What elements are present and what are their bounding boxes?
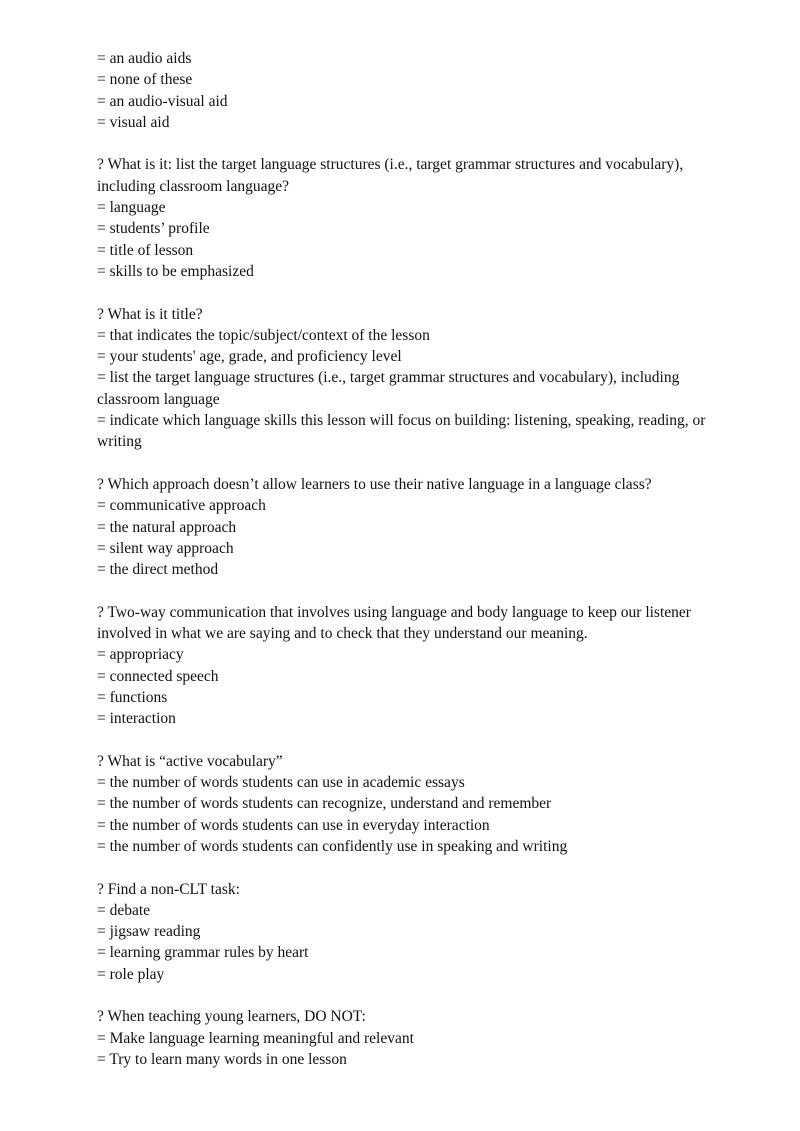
answer-option: = Make language learning meaningful and relevant [97,1029,414,1047]
answer-option: = the natural approach [97,518,237,536]
question-block [97,48,736,133]
question-text: ? Which approach doesn’t allow learners to use their native language in a language class? [97,475,652,493]
question-block [97,602,736,730]
question-block [97,1006,736,1070]
question-text: ? Find a non-CLT task: [97,880,240,898]
question-text: ? What is “active vocabulary” [97,752,283,770]
answer-option: = language [97,199,166,217]
answer-option: = silent way approach [97,539,234,557]
answer-option: = role play [97,965,165,983]
answer-option: = communicative approach [97,497,266,515]
answer-option: = Try to learn many words in one lesson [97,1050,347,1068]
question-text: ? When teaching young learners, DO NOT: [97,1008,366,1026]
answer-option: = list the target language structures (i.e., target grammar structures and vocabulary), including classroom language [97,369,680,408]
answer-option: = the number of words students can use in everyday interaction [97,816,490,834]
question-text: ? Two-way communication that involves using language and body language to keep our listener involved in what we are saying and to check that they understand our meaning. [97,603,691,643]
answer-option: = title of lesson [97,241,194,259]
answer-option: = appropriacy [97,646,184,664]
answer-option: = the number of words students can recognize, understand and remember [97,795,552,813]
question-block [97,304,736,453]
answer-option: = jigsaw reading [97,923,201,941]
answer-option: = the direct method [97,561,219,579]
question-block [97,474,736,580]
answer-option: = learning grammar rules by heart [97,944,309,962]
answer-option: = interaction [97,710,176,728]
question-block [97,879,736,985]
answer-option: = none of these [97,71,193,89]
question-block [97,154,736,282]
answer-option: = connected speech [97,667,219,685]
answer-option: = an audio-visual aid [97,92,228,110]
question-text: ? What is it: list the target language structures (i.e., target grammar structures and vocabulary), including classroom language? [97,156,684,195]
answer-option: = indicate which language skills this lesson will focus on building: listening, speaking, reading, or writing [97,412,706,451]
answer-option: = skills to be emphasized [97,262,254,280]
answer-option: = debate [97,901,151,919]
answer-option: = the number of words students can confidently use in speaking and writing [97,837,568,855]
answer-option: = your students' age, grade, and proficiency level [97,348,402,366]
question-text: ? What is it title? [97,305,203,323]
answer-option: = the number of words students can use in academic essays [97,774,465,792]
answer-option: = that indicates the topic/subject/context of the lesson [97,326,430,344]
answer-option: = visual aid [97,113,170,131]
question-block [97,751,736,857]
answer-option: = functions [97,688,168,706]
answer-option: = students’ profile [97,220,210,238]
answer-option: = an audio aids [97,50,192,67]
